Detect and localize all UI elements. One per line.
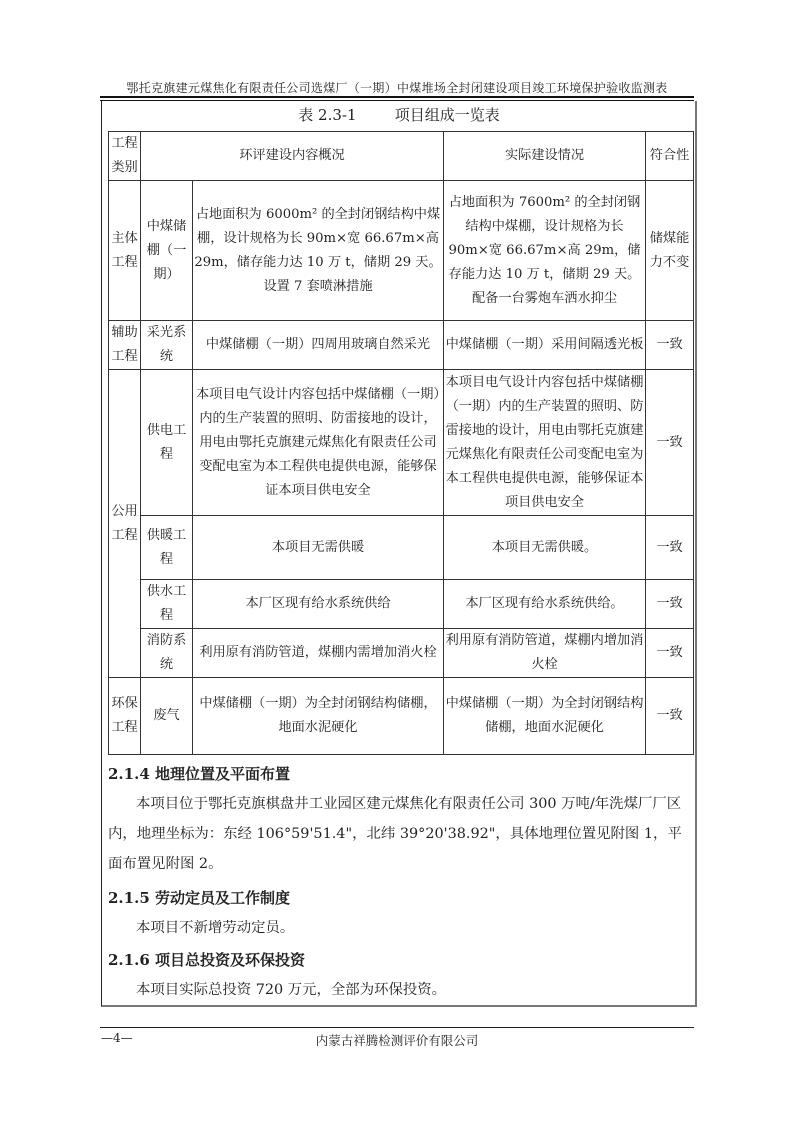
table-title bbox=[101, 104, 697, 125]
row-eia: 利用原有消防管道，煤棚内需增加消火栓 bbox=[193, 629, 444, 678]
row-actual: 本厂区现有给水系统供给。 bbox=[444, 580, 646, 629]
header-actual: 实际建设情况 bbox=[444, 132, 646, 181]
running-header: 鄂托克旗建元煤焦化有限责任公司选煤厂（一期）中煤堆场全封闭建设项目竣工环境保护验收监测表 bbox=[126, 81, 668, 95]
project-composition-table bbox=[108, 131, 694, 755]
page-number: —4— bbox=[101, 1031, 133, 1045]
header-eia-content: 环评建设内容概况 bbox=[141, 132, 444, 181]
header-compliance: 符合性 bbox=[646, 132, 694, 181]
header-category: 工程类别 bbox=[109, 132, 141, 181]
row-actual: 中煤储棚（一期）采用间隔透光板 bbox=[444, 321, 646, 370]
row-actual: 利用原有消防管道，煤棚内增加消火栓 bbox=[444, 629, 646, 678]
row-compliance: 一致 bbox=[646, 580, 694, 629]
row-actual: 占地面积为 7600m² 的全封闭钢结构中煤棚，设计规格为长 90m×宽 66.67m×高 29m，储存能力达 10 万 t，储期 29 天。配备一台雾炮车洒水抑尘 bbox=[444, 181, 646, 321]
row-category: 环保工程 bbox=[109, 678, 141, 755]
row-compliance: 一致 bbox=[646, 321, 694, 370]
table-row bbox=[109, 516, 694, 580]
section-paragraph: 本项目位于鄂托克旗棋盘井工业园区建元煤焦化有限责任公司 300 万吨/年洗煤厂厂区内，地理坐标为：东经 106°59'51.4"，北纬 39°20'38.92"，具体地理位置见附图 1，平面布置见附图 2。 bbox=[108, 796, 682, 872]
table-row bbox=[109, 580, 694, 629]
table-row bbox=[109, 321, 694, 370]
row-eia: 本厂区现有给水系统供给 bbox=[193, 580, 444, 629]
row-eia: 本项目无需供暖 bbox=[193, 516, 444, 580]
row-eia: 中煤储棚（一期）为全封闭钢结构储棚，地面水泥硬化 bbox=[193, 678, 444, 755]
footer-rule bbox=[100, 1027, 694, 1028]
row-compliance: 一致 bbox=[646, 678, 694, 755]
row-compliance: 一致 bbox=[646, 516, 694, 580]
row-compliance: 储煤能力不变 bbox=[646, 181, 694, 321]
row-compliance: 一致 bbox=[646, 370, 694, 516]
header-rule bbox=[100, 96, 694, 98]
row-subitem: 供电工程 bbox=[141, 370, 193, 516]
row-compliance: 一致 bbox=[646, 629, 694, 678]
row-eia: 本项目电气设计内容包括中煤储棚（一期）内的生产装置的照明、防雷接地的设计，用电由鄂托克旗建元煤焦化有限责任公司变配电室为本工程供电提供电源，能够保证本项目供电安全 bbox=[193, 370, 444, 516]
row-category: 辅助工程 bbox=[109, 321, 141, 370]
section-paragraph: 本项目不新增劳动定员。 bbox=[136, 920, 295, 936]
row-actual: 本项目无需供暖。 bbox=[444, 516, 646, 580]
row-eia: 中煤储棚（一期）四周用玻璃自然采光 bbox=[193, 321, 444, 370]
row-subitem: 中煤储棚（一期） bbox=[141, 181, 193, 321]
row-actual: 中煤储棚（一期）为全封闭钢结构储棚，地面水泥硬化 bbox=[444, 678, 646, 755]
table-row bbox=[109, 678, 694, 755]
row-category: 主体工程 bbox=[109, 181, 141, 321]
row-actual: 本项目电气设计内容包括中煤储棚（一期）内的生产装置的照明、防雷接地的设计，用电由鄂托克旗建元煤焦化有限责任公司变配电室为本工程供电提供电源，能够保证本项目供电安全 bbox=[444, 370, 646, 516]
row-category: 公用工程 bbox=[109, 370, 141, 678]
table-header-row bbox=[109, 132, 694, 181]
row-subitem: 废气 bbox=[141, 678, 193, 755]
table-row bbox=[109, 181, 694, 321]
section-paragraph: 本项目实际总投资 720 万元，全部为环保投资。 bbox=[136, 982, 447, 998]
row-subitem: 供水工程 bbox=[141, 580, 193, 629]
section-heading: 2.1.5 劳动定员及工作制度 bbox=[108, 889, 290, 907]
section-heading: 2.1.6 项目总投资及环保投资 bbox=[108, 951, 305, 969]
row-eia: 占地面积为 6000m² 的全封闭钢结构中煤棚，设计规格为长 90m×宽 66.67m×高 29m，储存能力达 10 万 t，储期 29 天。设置 7 套喷淋措施 bbox=[193, 181, 444, 321]
row-subitem: 供暖工程 bbox=[141, 516, 193, 580]
row-subitem: 采光系统 bbox=[141, 321, 193, 370]
table-number: 表 2.3-1 bbox=[298, 106, 357, 124]
table-row bbox=[109, 629, 694, 678]
table-row bbox=[109, 370, 694, 516]
row-subitem: 消防系统 bbox=[141, 629, 193, 678]
section-heading: 2.1.4 地理位置及平面布置 bbox=[108, 765, 290, 783]
footer-company: 内蒙古祥腾检测评价有限公司 bbox=[315, 1033, 479, 1048]
table-caption: 项目组成一览表 bbox=[394, 106, 500, 124]
